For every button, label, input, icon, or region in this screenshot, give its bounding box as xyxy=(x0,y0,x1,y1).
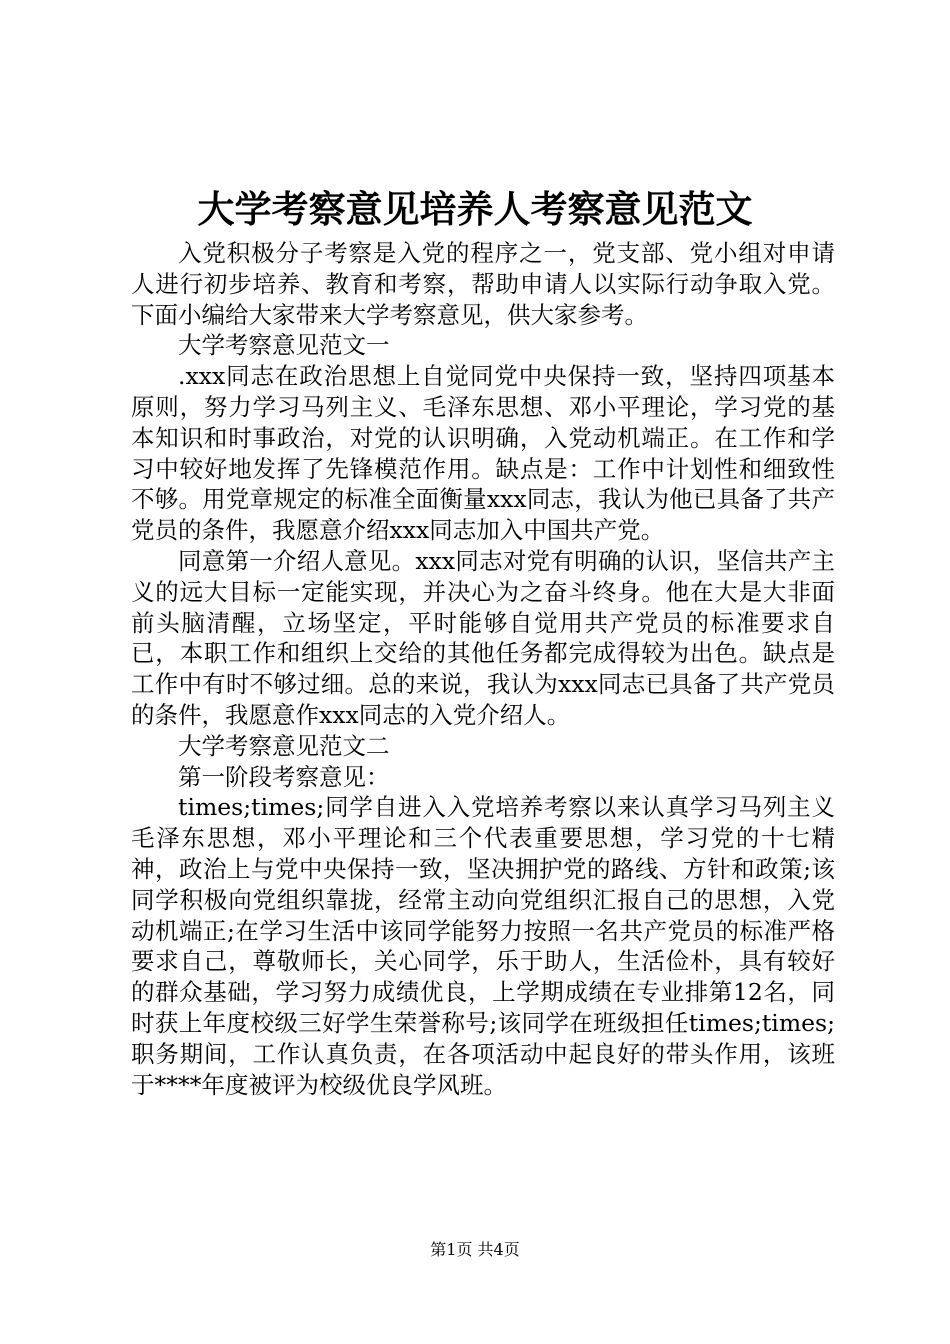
page-number-footer: 第1页 共4页 xyxy=(430,1240,520,1259)
paragraph-intro: 入党积极分子考察是入党的程序之一，党支部、党小组对申请人进行初步培养、教育和考察，帮助申请人以实际行动争取入党。下面小编给大家带来大学考察意见，供大家参考。 xyxy=(131,239,835,329)
section-heading-1: 大学考察意见范文一 xyxy=(178,331,390,360)
paragraph-stage-1: times;times;同学自进入入党培养考察以来认真学习马列主义毛泽东思想，邓小平理论和三个代表重要思想，学习党的十七精神，政治上与党中央保持一致，坚决拥护党的路线、方针和政策;该同学积极向党组织靠拢，经常主动向党组织汇报自己的思想，入党动机端正;在学习生活中该同学能努力按照一名共产党员的标准严格要求自己，尊敬师长，关心同学，乐于助人，生活俭朴，具有较好的群众基础，学习努力成绩优良，上学期成绩在专业排第12名，同时获上年度校级三好学生荣誉称号;该同学在班级担任times;times;职务期间，工作认真负责，在各项活动中起良好的带头作用，该班于****年度被评为校级优良学风班。 xyxy=(131,793,835,1099)
paragraph-sample-1-second: 同意第一介绍人意见。xxx同志对党有明确的认识，坚信共产主义的远大目标一定能实现，并决心为之奋斗终身。他在大是大非面前头脑清醒，立场坚定，平时能够自觉用共产党员的标准要求自已，本职工作和组织上交给的其他任务都完成得较为出色。缺点是工作中有时不够过细。总的来说，我认为xxx同志已具备了共产党员的条件，我愿意作xxx同志的入党介绍人。 xyxy=(131,546,835,729)
document-body xyxy=(131,238,835,1100)
section-heading-2: 大学考察意见范文二 xyxy=(178,731,390,760)
document-title: 大学考察意见培养人考察意见范文 xyxy=(197,187,753,231)
stage-heading-1: 第一阶段考察意见： xyxy=(178,762,390,791)
paragraph-sample-1: .xxx同志在政治思想上自觉同党中央保持一致，坚持四项基本原则，努力学习马列主义、毛泽东思想、邓小平理论，学习党的基本知识和时事政治，对党的认识明确，入党动机端正。在工作和学习中较好地发挥了先锋模范作用。缺点是：工作中计划性和细致性不够。用党章规定的标准全面衡量xxx同志，我认为他已具备了共产党员的条件，我愿意介绍xxx同志加入中国共产党。 xyxy=(131,362,835,545)
